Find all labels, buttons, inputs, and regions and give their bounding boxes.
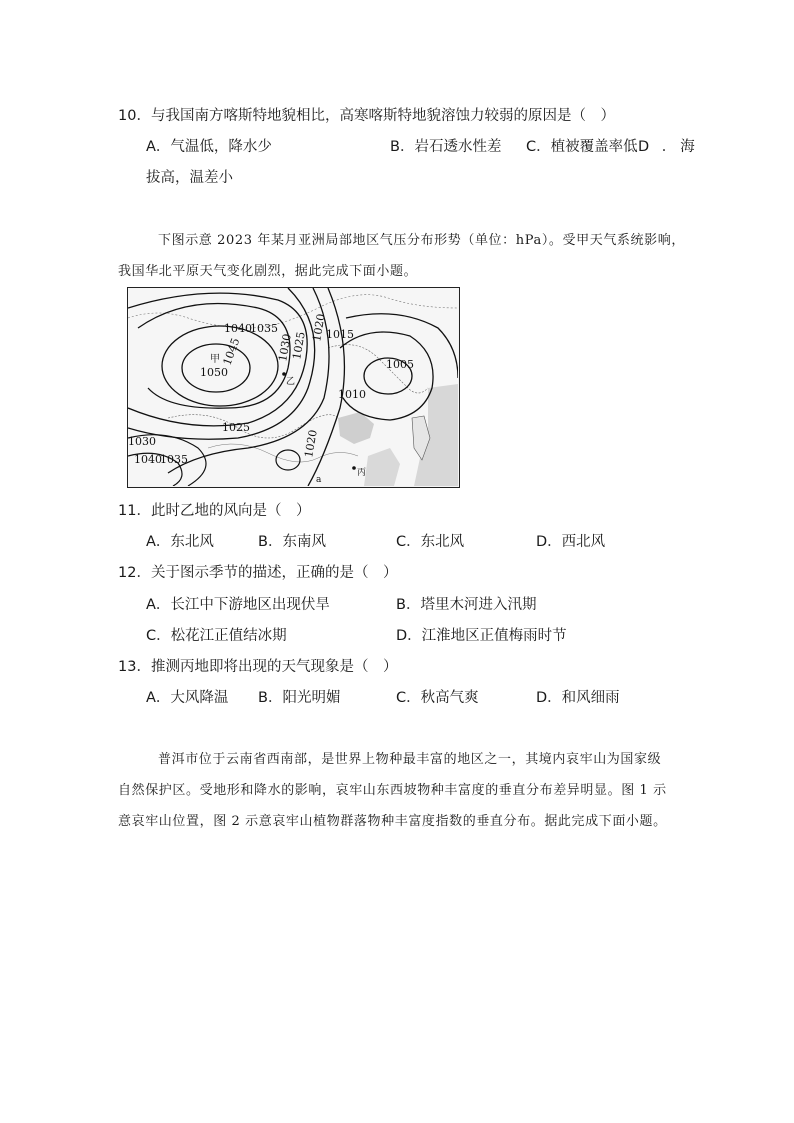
q11-option-b: B．东南风: [258, 534, 326, 550]
intro2-line2: 自然保护区。受地形和降水的影响，哀牢山东西坡物种丰富度的垂直分布差异明显。图 1 示: [118, 783, 667, 798]
intro1-line2: 我国华北平原天气变化剧烈，据此完成下面小题。: [118, 264, 418, 279]
pressure-map: [127, 287, 460, 488]
isobar-label-1010: 1010: [338, 388, 366, 401]
q11-option-d: D．西北风: [536, 534, 606, 550]
isobar-label-1025: 1025: [290, 330, 308, 361]
label-a: a: [316, 475, 322, 485]
isobar-label-1050: 1050: [200, 366, 228, 379]
q13-option-c: C．秋高气爽: [396, 690, 479, 706]
isobar-label-1030-lower: 1030: [128, 435, 156, 448]
q10-stem: 10．与我国南方喀斯特地貌相比，高寒喀斯特地貌溶蚀力较弱的原因是（ ）: [118, 108, 615, 124]
q12-option-d: D．江淮地区正值梅雨时节: [396, 628, 567, 644]
q12-stem: 12．关于图示季节的描述，正确的是（ ）: [118, 565, 398, 581]
label-bing: 丙: [357, 468, 367, 478]
intro2-line3: 意哀牢山位置，图 2 示意哀牢山植物群落物种丰富度指数的垂直分布。据此完成下面小题。: [118, 814, 667, 829]
q10-option-d: D ．海: [638, 139, 699, 155]
q10-option-b: B．岩石透水性差: [390, 139, 502, 155]
q10-option-c: C．植被覆盖率低: [526, 139, 638, 155]
q11-stem: 11．此时乙地的风向是（ ）: [118, 503, 311, 519]
q13-option-a: A．大风降温: [146, 690, 229, 706]
isobar-label-1005: 1005: [386, 358, 414, 371]
q12-option-a: A．长江中下游地区出现伏旱: [146, 597, 330, 613]
label-jia: 甲: [210, 354, 220, 365]
isobar-label-1020-lower: 1020: [302, 428, 320, 459]
isobar-label-1025-lower: 1025: [222, 421, 250, 434]
isobar-label-1045: 1045: [220, 336, 243, 368]
isobar-label-1035-lower: 1035: [160, 453, 188, 466]
intro1-line1: 下图示意 2023 年某月亚洲局部地区气压分布形势（单位：hPa）。受甲天气系统影响，: [158, 233, 685, 248]
q13-stem: 13．推测丙地即将出现的天气现象是（ ）: [118, 659, 398, 675]
isobar-label-1015: 1015: [326, 328, 354, 341]
q11-option-a: A．东北风: [146, 534, 214, 550]
isobar-label-1040-lower: 1040: [134, 453, 162, 466]
label-yi: 乙: [286, 377, 296, 387]
point-bing: [352, 466, 356, 470]
pressure-map-svg: [128, 288, 458, 486]
q12-option-c: C．松花江正值结冰期: [146, 628, 287, 644]
isobar-label-1040: 1040: [224, 322, 252, 335]
isobar-label-1020: 1020: [310, 312, 328, 343]
q13-option-b: B．阳光明媚: [258, 690, 341, 706]
q12-option-b: B．塔里木河进入汛期: [396, 597, 537, 613]
isobar-label-1035: 1035: [250, 322, 278, 335]
q10-option-d-wrap: 拔高，温差小: [146, 170, 233, 186]
q10-option-a: A．气温低，降水少: [146, 139, 272, 155]
point-yi: [282, 372, 286, 376]
isobar-label-1030: 1030: [276, 332, 294, 363]
q11-option-c: C．东北风: [396, 534, 465, 550]
q13-option-d: D．和风细雨: [536, 690, 620, 706]
intro2-line1: 普洱市位于云南省西南部，是世界上物种最丰富的地区之一，其境内哀牢山为国家级: [158, 752, 662, 767]
